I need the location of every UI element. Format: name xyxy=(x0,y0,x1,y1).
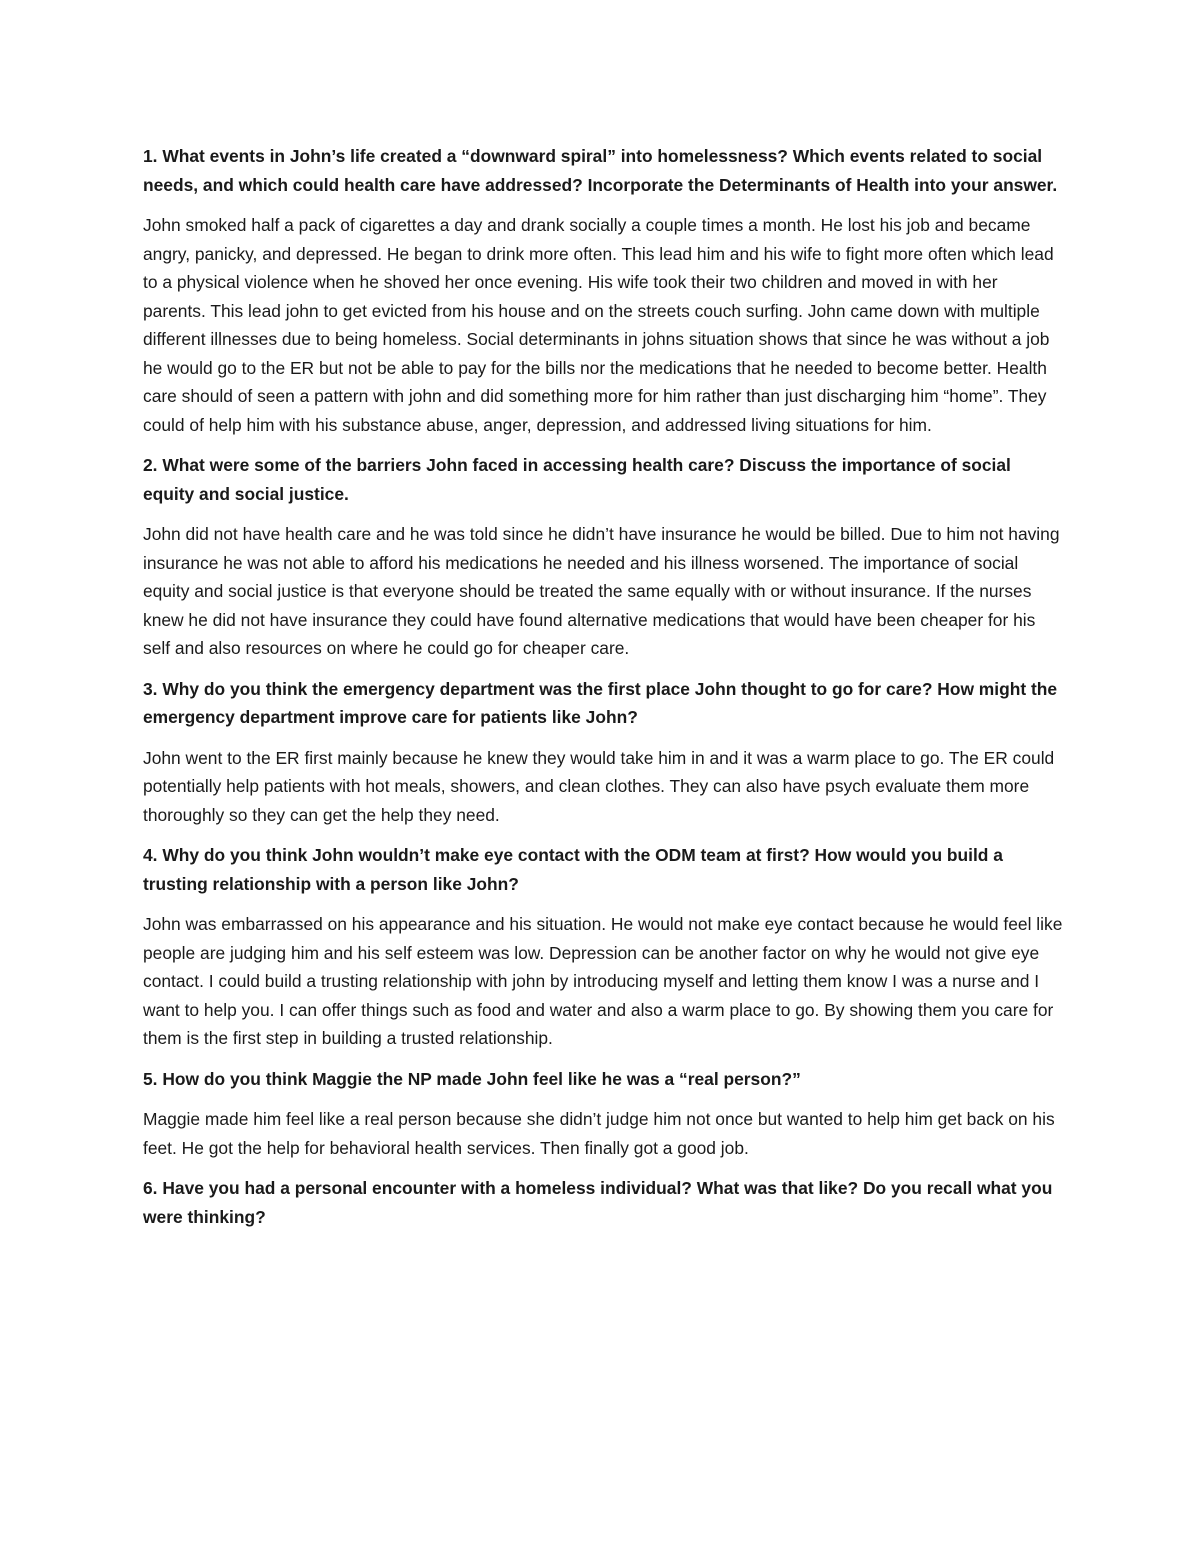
question-2: 2. What were some of the barriers John faced in accessing health care? Discuss the importance of social equity and social justice. xyxy=(143,455,1011,504)
answer-2: John did not have health care and he was told since he didn’t have insurance he would be billed. Due to him not having insurance he was not able to afford his medications he needed and his illness worsened. The importance of social equity and social justice is that everyone should be treated the same equally with or without insurance. If the nurses knew he did not have insurance they could have found alternative medications that would have been cheaper for his self and also resources on where he could go for cheaper care. xyxy=(143,524,1060,658)
question-3: 3. Why do you think the emergency department was the first place John thought to go for care? How might the emergency department improve care for patients like John? xyxy=(143,678,1058,727)
question-6: 6. Have you had a personal encounter with a homeless individual? What was that like? Do you recall what you were thinking? xyxy=(143,1178,1053,1227)
question-1: 1. What events in John’s life created a “downward spiral” into homelessness? Which events related to social needs, and which could health care have addressed? Incorporate the Determinants of Health into your answer. xyxy=(143,146,1058,195)
answer-4: John was embarrassed on his appearance and his situation. He would not make eye contact because he would feel like people are judging him and his self esteem was low. Depression can be another factor on why he would not give eye contact. I could build a trusting relationship with john by introducing myself and letting them know I was a nurse and I want to help you. I can offer things such as food and water and also a warm place to go. By showing them you care for them is the first step in building a trusted relationship. xyxy=(143,914,1063,1048)
answer-3: John went to the ER first mainly because he knew they would take him in and it was a warm place to go. The ER could potentially help patients with hot meals, showers, and clean clothes. They can also have psych evaluate them more thoroughly so they can get the help they need. xyxy=(143,747,1055,825)
answer-1: John smoked half a pack of cigarettes a day and drank socially a couple times a month. He lost his job and became angry, panicky, and depressed. He began to drink more often. This lead him and his wife to fight more often which lead to a physical violence when he shoved her once evening. His wife took their two children and moved in with her parents. This lead john to get evicted from his house and on the streets couch surfing. John came down with multiple different illnesses due to being homeless. Social determinants in johns situation shows that since he was without a job he would go to the ER but not be able to pay for the bills nor the medications that he needed to become better. Health care should of seen a pattern with john and did something more for him rather than just discharging him “home”. They could of help him with his substance abuse, anger, depression, and addressed living situations for him. xyxy=(143,215,1054,435)
question-5: 5. How do you think Maggie the NP made John feel like he was a “real person?” xyxy=(143,1068,801,1089)
question-4: 4. Why do you think John wouldn’t make eye contact with the ODM team at first? How would you build a trusting relationship with a person like John? xyxy=(143,845,1003,894)
answer-5: Maggie made him feel like a real person because she didn’t judge him not once but wanted to help him get back on his feet. He got the help for behavioral health services. Then finally got a good job. xyxy=(143,1109,1055,1158)
document-page xyxy=(143,142,1063,1243)
